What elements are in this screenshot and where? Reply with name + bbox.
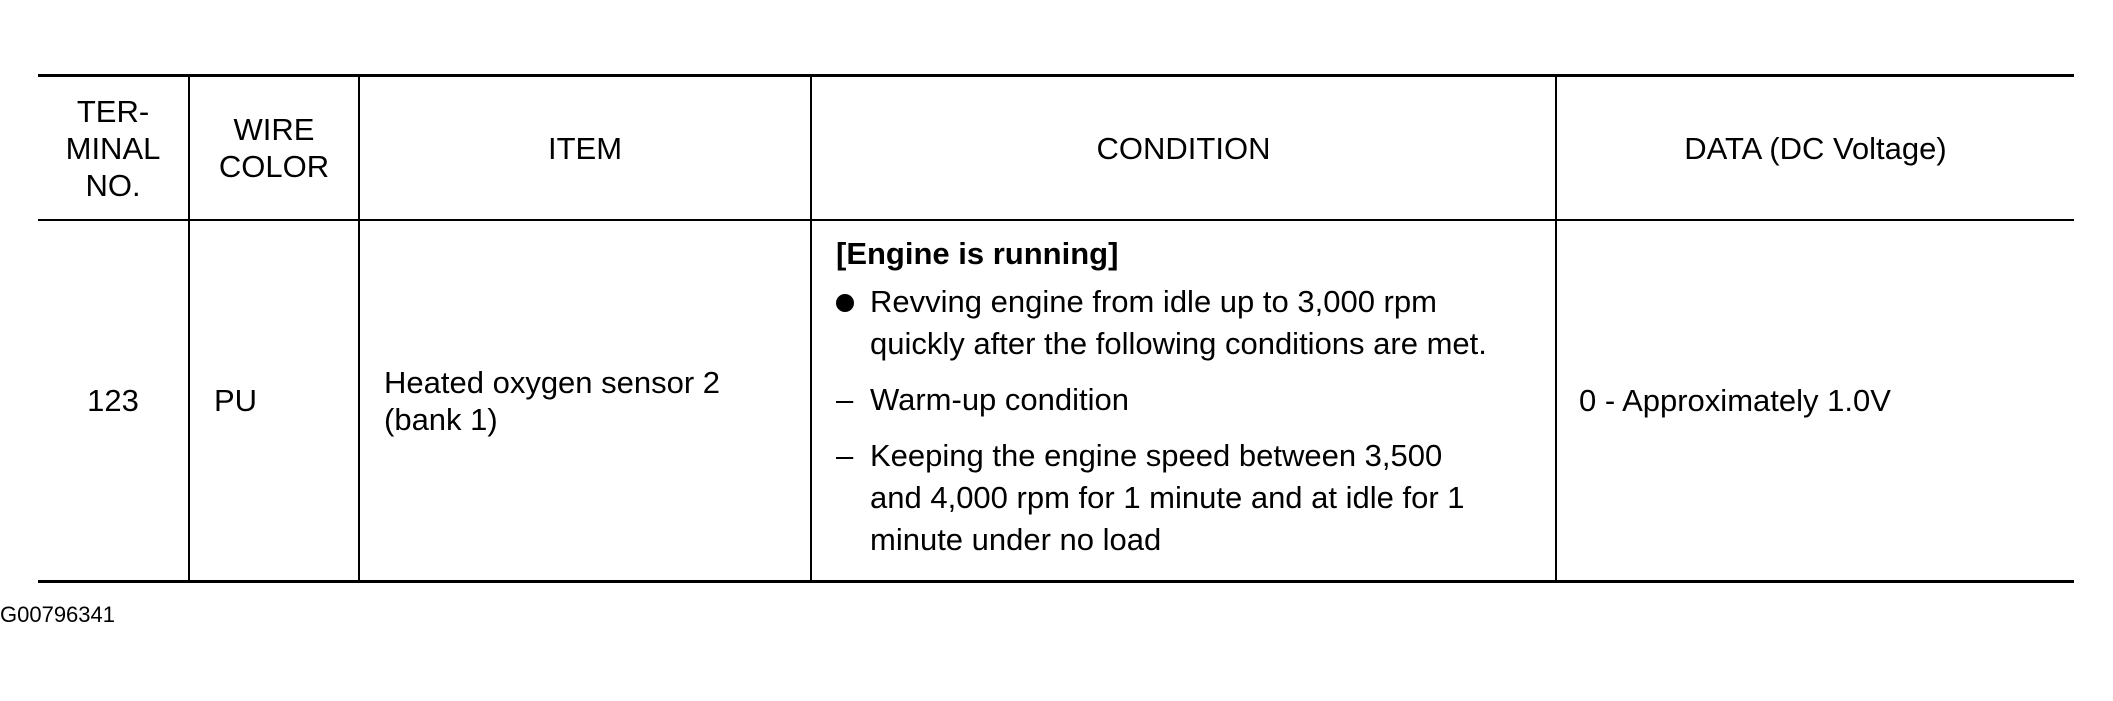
header-data-label: DATA (DC Voltage) [1684,130,1947,166]
dash-1-line-1: Warm-up condition [870,382,1130,417]
dash-marker [836,379,870,421]
terminal-number-cell [38,221,188,580]
data-cell [1555,221,2074,580]
header-condition-label: CONDITION [1096,130,1271,166]
header-data [1555,77,2074,219]
header-terminal-no [38,77,188,219]
table-row [38,221,2074,580]
terminal-data-table [38,74,2074,583]
table-header-row [38,77,2074,221]
item-line-2: (bank 1) [384,401,498,437]
dash-1-icon: – [836,382,854,417]
header-terminal-line-1: TER- [76,93,150,129]
wire-color-value: PU [214,383,258,418]
wire-color-cell [188,221,358,580]
item-cell [358,221,810,580]
dash-2-line-2: and 4,000 rpm for 1 minute and at idle for 1 [870,480,1465,515]
header-wire-line-2: COLOR [218,149,330,184]
condition-bullet-entry [836,281,1545,365]
data-value: 0 - Approximately 1.0V [1579,383,1891,418]
bullet-line-1: Revving engine from idle up to 3,000 rpm [870,284,1437,319]
condition-dash-entry-1 [836,379,1545,421]
item-line-1: Heated oxygen sensor 2 [384,364,721,400]
dash-2-line-1: Keeping the engine speed between 3,500 [870,438,1443,473]
header-item [358,77,810,219]
condition-dash-entry-2 [836,435,1545,561]
header-condition [810,77,1555,219]
header-wire-line-1: WIRE [233,112,315,147]
header-wire-color [188,77,358,219]
bullet-line-2: quickly after the following conditions are met. [870,326,1487,361]
header-terminal-line-2: MINAL [65,130,161,166]
dash-2-icon: – [836,438,854,473]
terminal-number: 123 [87,383,139,418]
condition-heading: [Engine is running] [836,236,1119,271]
condition-cell [810,221,1555,580]
bullet-dot-icon [836,294,854,312]
dash-marker [836,435,870,561]
figure-code: G00796341 [0,602,115,627]
header-terminal-line-3: NO. [85,167,141,203]
header-item-label: ITEM [547,130,623,166]
dash-2-line-3: minute under no load [870,522,1162,557]
bullet-marker [836,281,870,365]
